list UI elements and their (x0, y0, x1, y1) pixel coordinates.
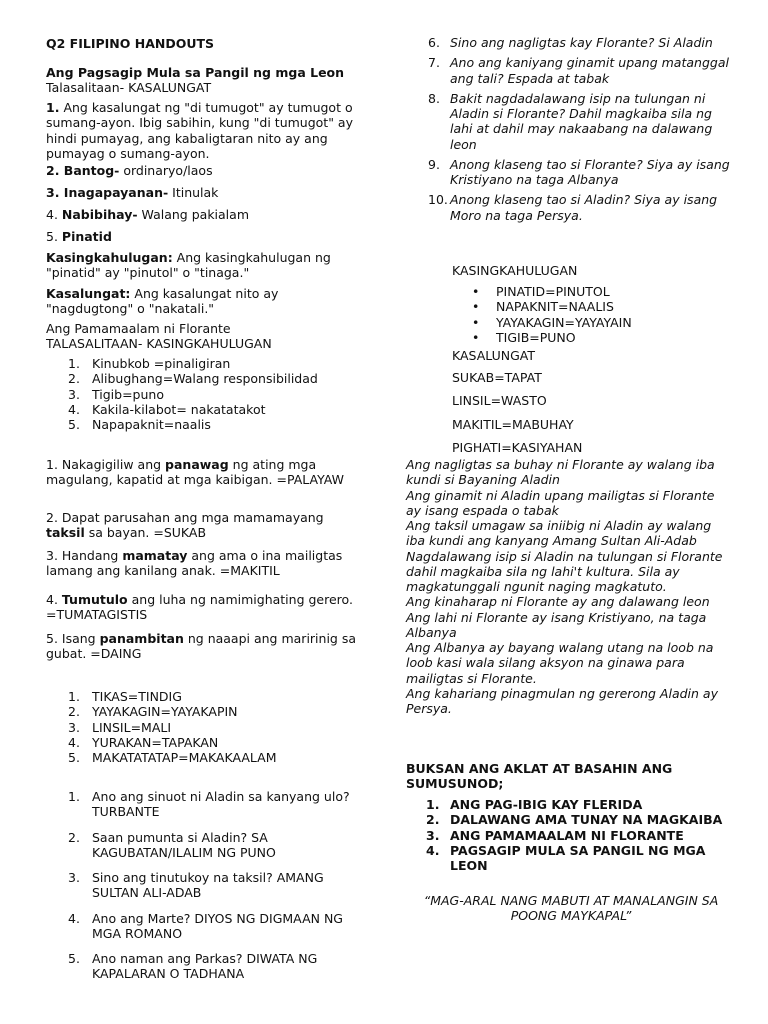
item-text: Sino ang nagligtas kay Florante? Si Aladin (450, 35, 713, 50)
summary-line: Ang kinaharap ni Florante ay ang dalawang leon (406, 594, 710, 610)
item-number: 2. (68, 704, 80, 720)
item-text: PINATID=PINUTOL (496, 284, 610, 299)
summary-line: Ang Albanya ay bayang walang utang na loob na loob kasi wala silang aksyon na ginawa para mailigtas si Florante. (406, 640, 714, 686)
item-number: 5. (68, 417, 80, 432)
question-item (68, 911, 368, 942)
list-item (68, 735, 368, 750)
antonym-pair: LINSIL=WASTO (452, 393, 547, 409)
item-text: YAYAKAGIN=YAYAYAIN (496, 314, 632, 330)
kasalungat-label: KASALUNGAT (452, 348, 535, 363)
note-label: Kasalungat: (46, 286, 131, 301)
sentence-keyword: mamatay (122, 548, 188, 563)
summary-line: Ang nagligtas sa buhay ni Florante ay walang iba kundi si Bayaning Aladin (406, 457, 715, 488)
list-item (68, 402, 368, 417)
bullet-icon: • (472, 329, 480, 345)
summary-paragraph (406, 457, 726, 716)
item-term: Nabibihay- (61, 207, 138, 222)
sentence-text: ng naaapi ang maririnig sa gubat. =DAING (46, 631, 357, 662)
book-item (426, 828, 736, 843)
bullet-item (472, 299, 632, 314)
books-list (426, 797, 736, 873)
section-pagsagip (46, 65, 364, 96)
item-number: 4. (46, 207, 62, 222)
book-item (426, 797, 736, 812)
questions-list-left (68, 789, 368, 992)
item-text: Tigib=puno (92, 386, 164, 402)
books-heading: BUKSAN ANG AKLAT AT BASAHIN ANG SUMUSUNOD; (406, 761, 673, 792)
bullet-icon: • (472, 299, 480, 315)
item-text: Ano ang kaniyang ginamit upang matanggal ang tali? Espada at tabak (450, 55, 729, 86)
item-number: 5. (68, 951, 80, 966)
item-text: Ano ang Marte? DIYOS NG DIGMAAN NG MGA ROMANO (92, 910, 343, 941)
item-term: 3. Inagapayanan- (46, 185, 169, 200)
item-term: Pinatid (61, 229, 112, 244)
sentence-text: 3. Handang (46, 548, 123, 563)
item-text: NAPAKNIT=NAALIS (496, 299, 614, 315)
item-number: 4. (68, 734, 80, 750)
book-item (426, 812, 736, 827)
question-item (406, 192, 736, 223)
sentence-4 (46, 592, 364, 623)
kasalungat-pairs (452, 370, 582, 463)
sentence-text: 2. Dapat parusahan ang mga mamamayang (46, 510, 324, 525)
question-item (68, 951, 368, 982)
item-text: YURAKAN=TAPAKAN (92, 734, 219, 750)
item-text: PAGSAGIP MULA SA PANGIL NG MGA LEON (450, 842, 706, 873)
sentence-keyword: Tumutulo (61, 592, 128, 607)
sentence-text: ang ama o ina mailigtas lamang ang kanilang anak. =MAKITIL (46, 548, 343, 579)
sentence-text: ng ating mga magulang, kapatid at mga kaibigan. =PALAYAW (46, 457, 344, 488)
item-text: Napapaknit=naalis (92, 417, 211, 432)
antonym-pair: SUKAB=TAPAT (452, 370, 542, 385)
sentence-3 (46, 548, 364, 579)
item-text: Alibughang=Walang responsibilidad (92, 371, 318, 387)
sentence-5 (46, 631, 364, 662)
kasalungat-item-2 (46, 163, 213, 178)
section-subheading: Talasalitaan- KASALUNGAT (46, 80, 212, 96)
list-item (68, 689, 368, 704)
summary-line: Ang ginamit ni Aladin upang mailigtas si Florante ay isang espada o tabak (406, 487, 715, 518)
item-text: Sino ang tinutukoy na taksil? AMANG SULTAN ALI-ADAB (92, 870, 324, 901)
item-number: 3. (68, 719, 80, 735)
item-number: 5. (46, 229, 62, 244)
kasalungat-item-3 (46, 185, 218, 200)
item-text: Ano ang sinuot ni Aladin sa kanyang ulo? TURBANTE (92, 789, 350, 820)
item-number: 4. (68, 401, 80, 417)
sentence-text: sa bayan. =SUKAB (84, 525, 207, 541)
kasingkahulugan-label: KASINGKAHULUGAN (452, 263, 578, 278)
item-number: 7. (428, 55, 440, 71)
item-number: 6. (428, 35, 440, 50)
kasingkahulugan-note (46, 250, 364, 281)
item-number: 1. (68, 356, 80, 371)
item-number: 9. (428, 156, 440, 172)
item-number: 1. (426, 797, 440, 812)
handout-title: Q2 FILIPINO HANDOUTS (46, 36, 215, 51)
sentence-text: ang luha ng namimighating gerero. =TUMATAGISTIS (46, 592, 353, 623)
kasalungat-item-1 (46, 100, 364, 161)
item-number: 8. (428, 90, 440, 106)
list-item (68, 750, 368, 765)
item-text: Bakit nagdadalawang isip na tulungan ni Aladin si Florante? Dahil magkaiba sila ng lahi at dahil may nakaabang na dalawang leon (450, 90, 713, 152)
item-text: MAKATATATAP=MAKAKAALAM (92, 750, 277, 765)
note-label: Kasingkahulugan: (46, 250, 173, 265)
item-text: TIGIB=PUNO (496, 329, 576, 345)
sentence-1 (46, 457, 364, 488)
item-text: Anong klaseng tao si Aladin? Siya ay isang Moro na taga Persya. (450, 192, 718, 223)
item-text: LINSIL=MALI (92, 719, 172, 735)
item-text: TIKAS=TINDIG (92, 689, 182, 704)
list-item (68, 356, 368, 371)
question-item (406, 157, 736, 188)
item-term: 2. Bantog- (46, 163, 120, 178)
sentence-2 (46, 510, 364, 541)
bullet-icon: • (472, 314, 480, 330)
closing-quote: “MAG-ARAL NANG MABUTI AT MANALANGIN SA POONG MAYKAPAL” (423, 893, 719, 924)
summary-line: Ang kahariang pinagmulan ng gererong Aladin ay Persya. (406, 685, 718, 716)
kasalungat-item-4 (46, 207, 249, 222)
summary-line: Ang lahi ni Florante ay isang Kristiyano, na taga Albanya (406, 609, 707, 640)
question-item (68, 870, 368, 901)
item-number: 2. (68, 829, 80, 845)
item-text: ANG PAMAMAALAM NI FLORANTE (450, 827, 684, 843)
bullet-item (472, 284, 632, 299)
item-text: Kakila-kilabot= nakatatakot (92, 401, 266, 417)
bullet-item (472, 315, 632, 330)
summary-line: Ang taksil umagaw sa iniibig ni Aladin ay walang iba kundi ang kanyang Amang Sultan Ali-Adab (406, 518, 712, 549)
item-number: 10. (428, 192, 448, 208)
item-number: 2. (426, 812, 440, 828)
note-text: Ang kasalungat nito ay "nagdugtong" o "nakatali." (46, 286, 279, 317)
item-number: 3. (68, 386, 80, 402)
item-number: 1. (68, 789, 80, 804)
list-item (68, 704, 368, 719)
item-number: 4. (68, 910, 80, 926)
sentence-keyword: panambitan (99, 631, 184, 646)
kasingkahulugan-bullets (472, 284, 632, 345)
section-heading: Ang Pagsagip Mula sa Pangil ng mga Leon (46, 65, 345, 80)
sentence-text: 1. Nakagigiliw ang (46, 457, 166, 472)
item-text: Ang kasalungat ng "di tumugot" ay tumugot o sumang-ayon. Ibig sabihin, kung "di tumugot" ay hindi pumayag, ang kabaligtaran nito ay ang pumayag o sumang-ayon. (46, 100, 353, 161)
sentence-text: 5. Isang (46, 631, 100, 646)
summary-line: Nagdalawang isip si Aladin na tulungan si Florante dahil magkaiba sila ng lahi't kultura. Sila ay magkatunggali ngunit naging magkatuto. (406, 548, 723, 594)
item-definition: ordinaryo/laos (119, 163, 213, 178)
list-item (68, 371, 368, 386)
item-definition: Walang pakialam (137, 207, 249, 222)
kasingkahulugan-caps-list (68, 689, 368, 765)
item-number: 1. (46, 100, 60, 115)
item-number: 5. (68, 750, 80, 765)
item-number: 3. (68, 870, 80, 885)
item-text: Saan pumunta si Aladin? SA KAGUBATAN/ILALIM NG PUNO (92, 829, 276, 860)
question-item (68, 789, 368, 820)
item-number: 1. (68, 689, 80, 704)
item-text: Anong klaseng tao si Florante? Siya ay isang Kristiyano na taga Albanya (450, 156, 730, 187)
item-number: 4. (426, 842, 440, 858)
kasalungat-item-5 (46, 229, 112, 244)
question-item (68, 830, 368, 861)
item-text: ANG PAG-IBIG KAY FLERIDA (450, 797, 643, 812)
item-text: DALAWANG AMA TUNAY NA MAGKAIBA (450, 812, 723, 828)
bullet-icon: • (472, 284, 480, 299)
item-text: Kinubkob =pinaligiran (92, 356, 231, 371)
sentence-text: 4. (46, 592, 62, 607)
sentence-keyword: taksil (46, 525, 85, 541)
question-item (406, 35, 736, 50)
item-text: YAYAKAGIN=YAYAKAPIN (92, 704, 238, 720)
bullet-item (472, 330, 632, 345)
item-number: 2. (68, 371, 80, 387)
kasalungat-note (46, 286, 364, 317)
section-pamamaalam (46, 321, 364, 352)
sentence-keyword: panawag (165, 457, 229, 472)
section-subheading: TALASALITAAN- KASINGKAHULUGAN (46, 336, 272, 352)
book-item (426, 843, 736, 874)
question-item (406, 55, 736, 86)
list-item (68, 417, 368, 432)
section-heading: Ang Pamamaalam ni Florante (46, 321, 231, 336)
item-text: Ano naman ang Parkas? DIWATA NG KAPALARAN O TADHANA (92, 951, 318, 982)
antonym-pair: MAKITIL=MABUHAY (452, 416, 574, 432)
questions-list-right (406, 35, 736, 228)
list-item (68, 720, 368, 735)
item-number: 3. (426, 827, 440, 843)
note-text: Ang kasingkahulugan ng "pinatid" ay "pinutol" o "tinaga." (46, 250, 331, 281)
item-definition: Itinulak (168, 185, 219, 200)
antonym-pair: PIGHATI=KASIYAHAN (452, 439, 583, 455)
list-item (68, 387, 368, 402)
question-item (406, 91, 736, 152)
kasingkahulugan-list (68, 356, 368, 432)
